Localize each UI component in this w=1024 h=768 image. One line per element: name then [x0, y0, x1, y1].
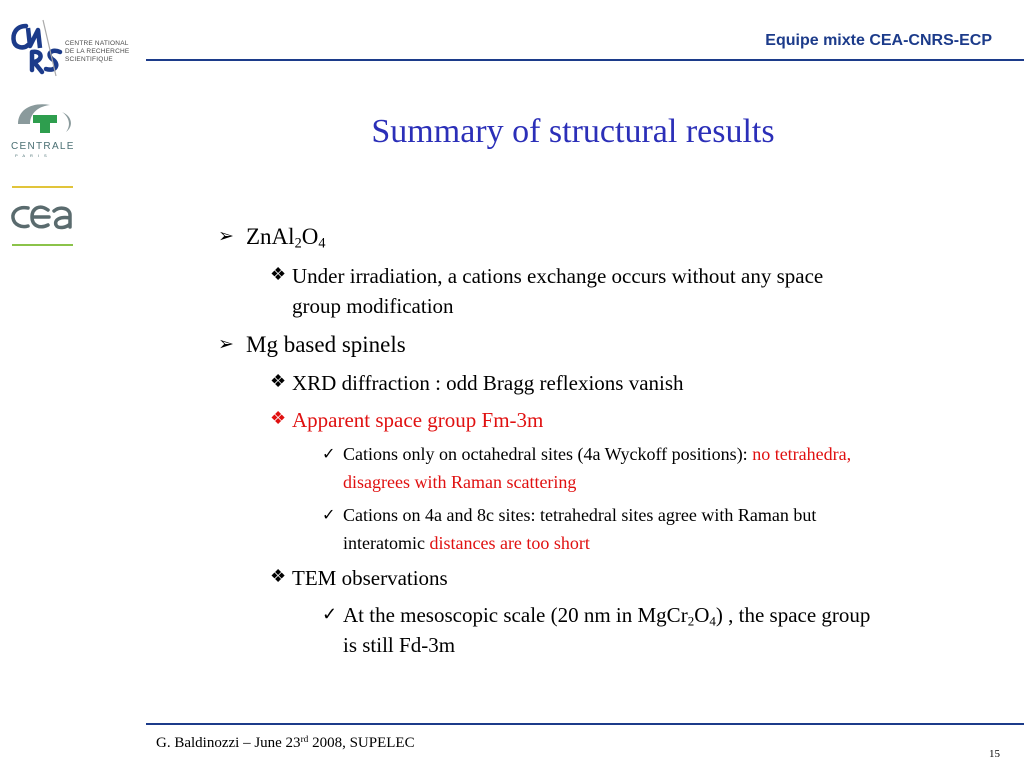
centrale-subtitle: PARIS — [15, 153, 52, 158]
cnrs-line-3: SCIENTIFIQUE — [65, 56, 113, 63]
cnrs-line-2: DE LA RECHERCHE — [65, 48, 130, 55]
bullet-octahedral-line-1: Cations only on octahedral sites (4a Wyckoff positions): no tetrahedra, — [343, 444, 852, 464]
bullet-4a-8c-line-1: Cations on 4a and 8c sites: tetrahedral sites agree with Raman but — [343, 505, 817, 525]
diamond-bullet-icon: ❖ — [270, 264, 287, 284]
slide-title: Summary of structural results — [371, 113, 775, 150]
diamond-bullet-icon: ❖ — [270, 408, 287, 428]
check-bullet-icon: ✓ — [322, 604, 338, 624]
arrow-bullet-icon: ➢ — [218, 334, 234, 355]
bullet-4a-8c-line-2: interatomic distances are too short — [343, 533, 590, 553]
cnrs-line-1: CENTRE NATIONAL — [65, 40, 129, 47]
bullet-octahedral-line-2: disagrees with Raman scattering — [343, 472, 577, 492]
check-bullet-icon: ✓ — [322, 507, 336, 524]
bullet-tem-text: TEM observations — [292, 566, 448, 590]
bullet-apparent-group-text: Apparent space group Fm-3m — [292, 408, 544, 432]
header-team-label: Equipe mixte CEA-CNRS-ECP — [765, 32, 992, 49]
diamond-bullet-icon: ❖ — [270, 371, 287, 391]
bullet-mesoscopic-line-2: is still Fd-3m — [343, 633, 456, 657]
footer-divider — [146, 723, 1024, 725]
bullet-irradiation-line-2: group modification — [292, 294, 454, 318]
footer-author-date: G. Baldinozzi – June 23rd 2008, SUPELEC — [156, 735, 415, 752]
bullet-mesoscopic-line-1: At the mesoscopic scale (20 nm in $MgCr_2O_4$) , the space group — [343, 603, 871, 629]
bullet-znal2o4-text: $ZnAl_2O_4$ — [246, 224, 326, 252]
centrale-wordmark: CENTRALE — [11, 141, 75, 152]
bullet-xrd-text: XRD diffraction : odd Bragg reflexions vanish — [292, 371, 684, 395]
page-number: 15 — [989, 748, 1000, 760]
bullet-irradiation-line-1: Under irradiation, a cations exchange occurs without any space — [292, 264, 824, 288]
diamond-bullet-icon: ❖ — [270, 566, 287, 586]
bullet-mg-spinels-text: Mg based spinels — [246, 332, 406, 357]
check-bullet-icon: ✓ — [322, 446, 336, 463]
arrow-bullet-icon: ➢ — [218, 226, 234, 247]
